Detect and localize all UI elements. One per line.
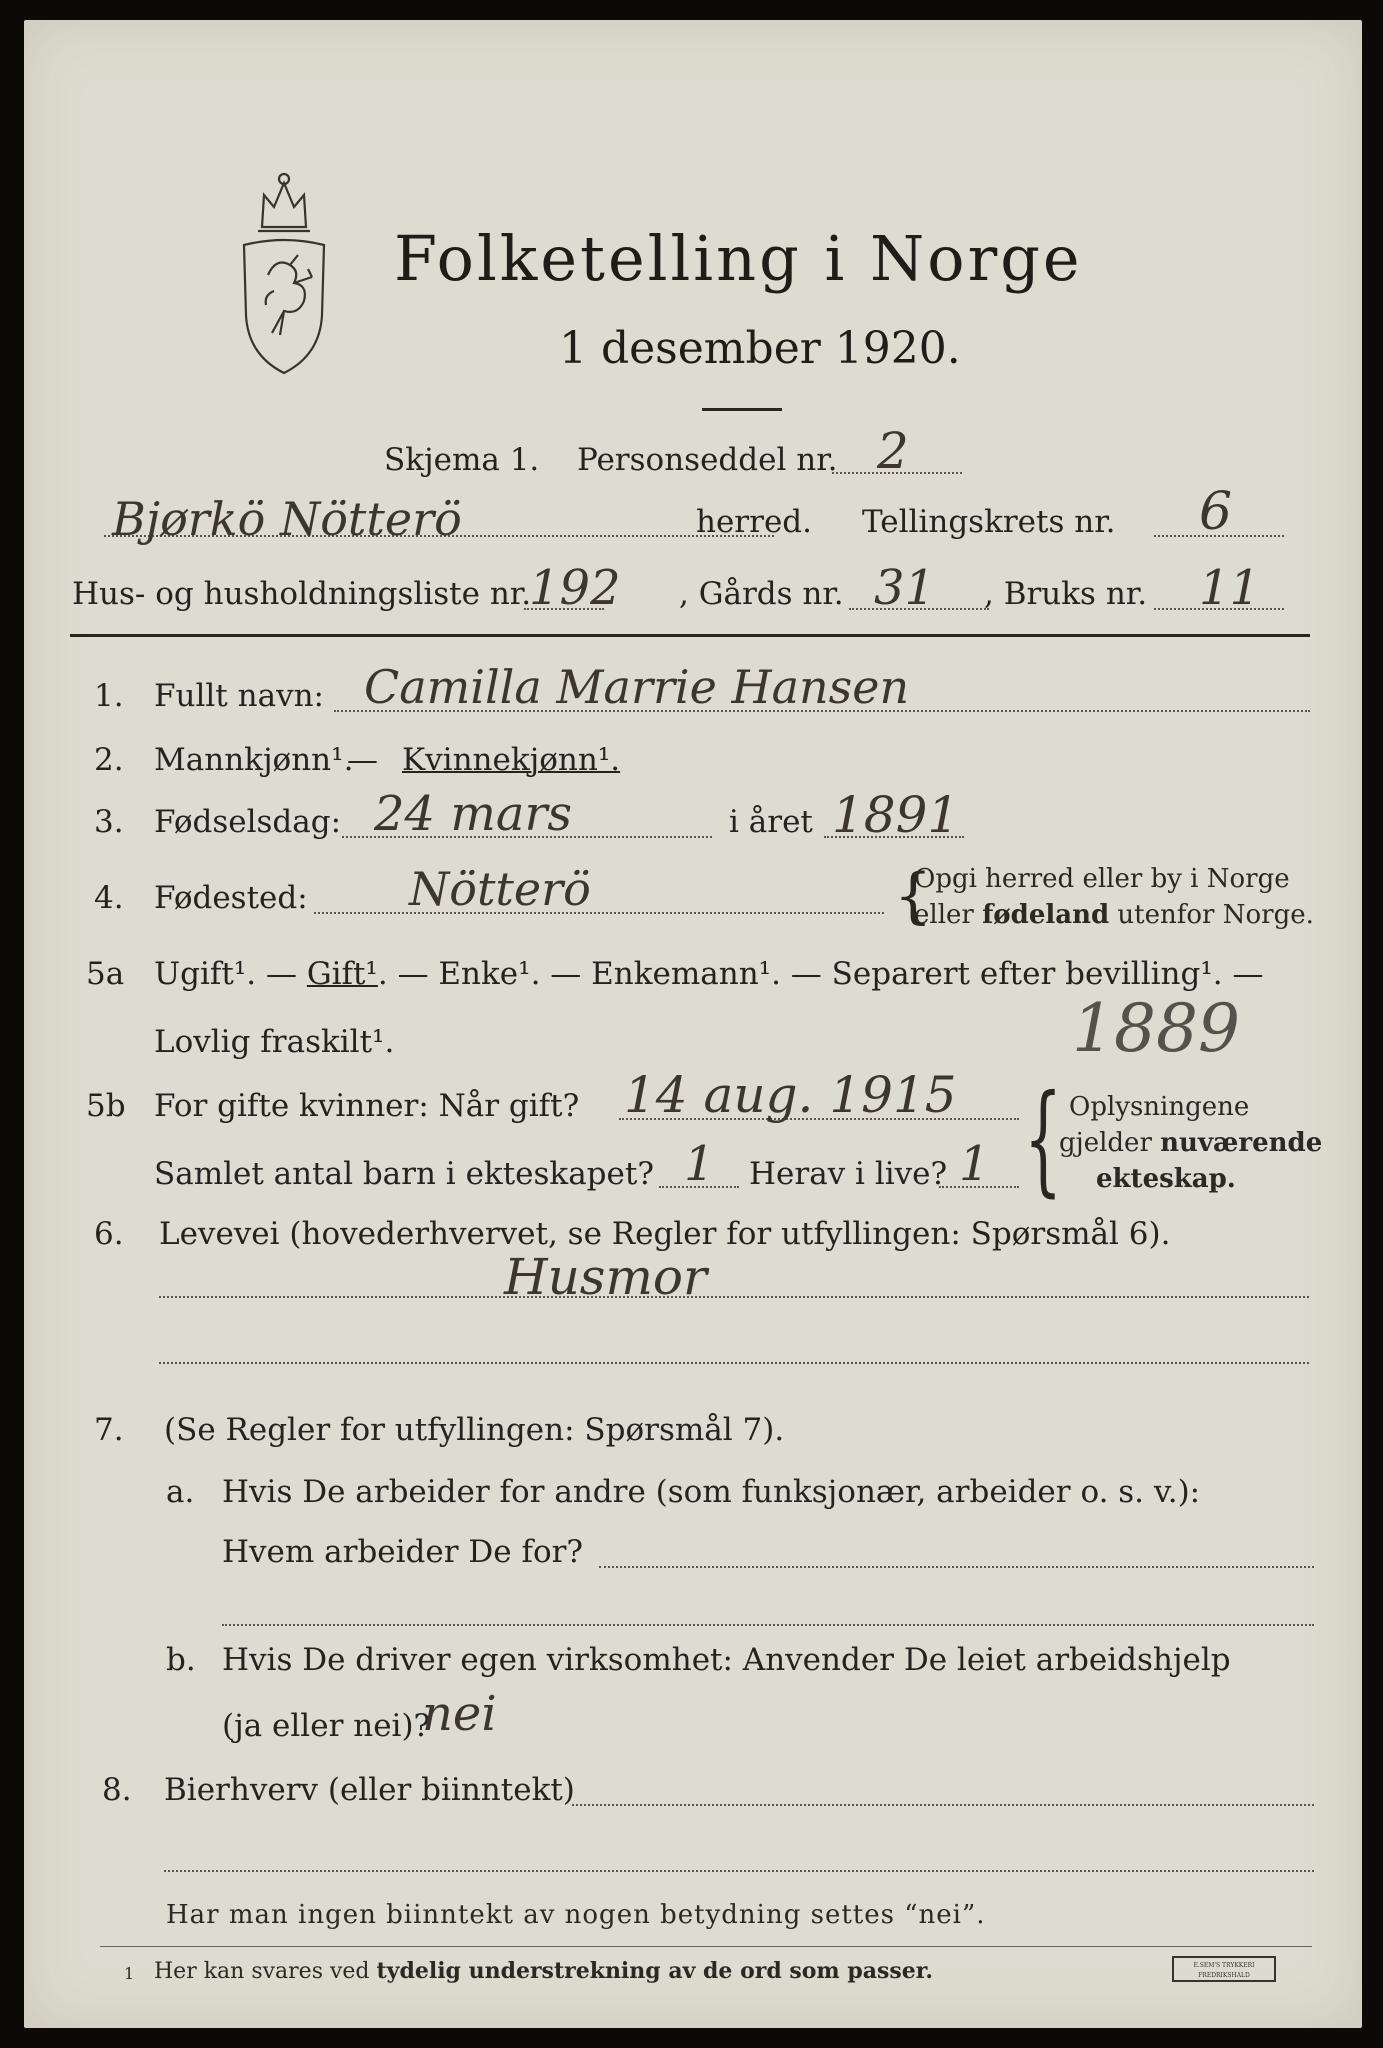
tellingskrets-label: Tellingskrets nr.	[862, 504, 1116, 540]
q1-number: 1.	[94, 678, 124, 714]
q4-note-line1: Opgi herred eller by i Norge	[914, 864, 1290, 894]
footnote-mark: 1	[124, 1964, 135, 1983]
q2-male[interactable]: Mannkjønn¹.	[154, 742, 354, 778]
q5a-fraskilt[interactable]: Lovlig fraskilt¹.	[154, 1024, 395, 1060]
q8-number: 8.	[102, 1772, 132, 1808]
q5b-value2[interactable]: 1	[684, 1136, 715, 1192]
header-divider	[70, 634, 1310, 637]
q6-number: 6.	[94, 1216, 124, 1252]
q7-number: 7.	[94, 1412, 124, 1448]
title-rule	[702, 408, 782, 411]
q5b-label3: Herav i live?	[749, 1156, 948, 1192]
herred-label: herred.	[696, 504, 812, 540]
form-date: 1 desember 1920.	[559, 323, 961, 374]
herred-value[interactable]: Bjørkö Nötterö	[112, 492, 462, 546]
q4-number: 4.	[94, 880, 124, 916]
q8-line1	[572, 1804, 1314, 1806]
q5a-gift[interactable]: Gift¹	[306, 956, 378, 992]
q4-value[interactable]: Nötterö	[409, 862, 591, 916]
q6-line1	[159, 1296, 1309, 1298]
q1-value[interactable]: Camilla Marrie Hansen	[364, 660, 910, 714]
q4-line	[314, 912, 884, 914]
q8-note: Har man ingen biinntekt av nogen betydning settes “nei”.	[166, 1900, 986, 1930]
q5b-label2: Samlet antal barn i ekteskapet?	[154, 1156, 654, 1192]
tellingskrets-value[interactable]: 6	[1199, 482, 1233, 542]
q5a-margin-value: 1889	[1072, 990, 1240, 1067]
q8-line2	[164, 1870, 1314, 1872]
q7a-line2	[222, 1624, 1314, 1626]
footnote-divider	[100, 1946, 1312, 1947]
bruks-label: , Bruks nr.	[984, 576, 1148, 612]
census-form-page	[24, 20, 1362, 2028]
q7a-number: a.	[166, 1474, 195, 1510]
q7a-line1	[599, 1566, 1314, 1568]
q7b-label2: (ja eller nei)?	[222, 1708, 431, 1744]
q4-brace-icon: {	[894, 861, 933, 931]
gards-label: , Gårds nr.	[679, 576, 844, 612]
q5a-options	[154, 956, 1263, 992]
norwegian-coat-of-arms-icon	[224, 165, 344, 380]
q3-label: Fødselsdag:	[154, 804, 342, 840]
q2-female[interactable]: Kvinnekjønn¹.	[402, 742, 621, 778]
footnote-text: Her kan svares ved tydelig understrekning av de ord som passer.	[154, 1958, 934, 1984]
q5b-note-line2: gjelder nuværende	[1059, 1128, 1323, 1158]
form-title: Folketelling i Norge	[394, 222, 1083, 295]
q5b-value1[interactable]: 14 aug. 1915	[624, 1066, 957, 1124]
q7-label: (Se Regler for utfyllingen: Spørsmål 7).	[164, 1412, 785, 1448]
q3-number: 3.	[94, 804, 124, 840]
q6-label: Levevei (hovederhvervet, se Regler for utfyllingen: Spørsmål 6).	[159, 1216, 1171, 1252]
q7a-label2: Hvem arbeider De for?	[222, 1534, 584, 1570]
q3-value[interactable]: 24 mars	[374, 786, 573, 842]
personseddel-value[interactable]: 2	[877, 422, 909, 480]
q6-line2	[159, 1362, 1309, 1364]
q7b-number: b.	[166, 1642, 196, 1678]
q5b-label1: For gifte kvinner: Når gift?	[154, 1088, 580, 1124]
bruks-value[interactable]: 11	[1199, 560, 1261, 616]
q5b-value3[interactable]: 1	[959, 1136, 990, 1192]
q3-year-label: i året	[729, 804, 813, 840]
q5a-ugift[interactable]: Ugift¹. —	[154, 956, 307, 992]
q8-label: Bierhverv (eller biinntekt)	[164, 1772, 575, 1808]
q5b-brace-icon: {	[1024, 1070, 1063, 1209]
q5b-note-line3: ekteskap.	[1096, 1164, 1236, 1194]
personseddel-label: Personseddel nr.	[577, 442, 838, 478]
skjema-label: Skjema 1.	[384, 442, 540, 478]
q7b-value[interactable]: nei	[422, 1686, 497, 1742]
q5a-rest[interactable]: . — Enke¹. — Enkemann¹. — Separert efter bevilling¹. —	[377, 956, 1264, 992]
q4-note-line2: eller fødeland utenfor Norge.	[914, 900, 1314, 930]
q2-number: 2.	[94, 742, 124, 778]
q5a-number: 5a	[86, 956, 125, 992]
q4-label: Fødested:	[154, 880, 308, 916]
q6-value[interactable]: Husmor	[504, 1248, 707, 1306]
gards-value[interactable]: 31	[874, 560, 936, 616]
q5b-note-line1: Oplysningene	[1069, 1092, 1250, 1122]
husliste-label: Hus- og husholdningsliste nr.	[72, 576, 532, 612]
q7b-label: Hvis De driver egen virksomhet: Anvender De leiet arbeidshjelp	[222, 1642, 1231, 1678]
q2-dash: —	[347, 742, 378, 778]
q7a-label: Hvis De arbeider for andre (som funksjonær, arbeider o. s. v.):	[222, 1474, 1201, 1510]
husliste-value[interactable]: 192	[529, 560, 621, 616]
q3-year-value[interactable]: 1891	[832, 786, 960, 844]
q5b-number: 5b	[86, 1088, 126, 1124]
q1-label: Fullt navn:	[154, 678, 324, 714]
printer-stamp: E.SEM'S TRYKKERI FREDRIKSHALD	[1172, 1956, 1276, 1982]
